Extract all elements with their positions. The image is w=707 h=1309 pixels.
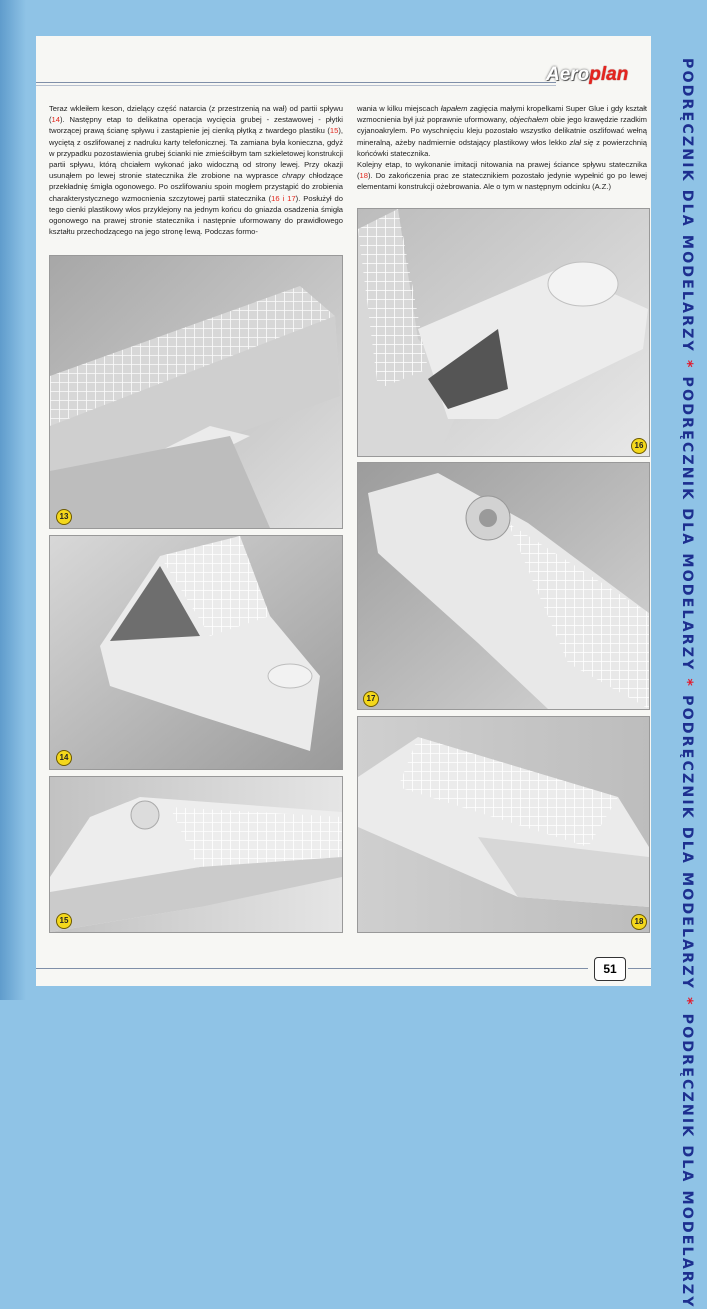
page-number: 51 — [594, 957, 626, 981]
photo-14 — [49, 535, 343, 770]
sidebar-separator: * — [679, 990, 695, 1014]
body-text: wania w kilku miejscach — [357, 104, 441, 113]
binding-spine — [0, 0, 26, 1000]
header-rule — [36, 82, 556, 83]
photo-reference: 14 — [51, 115, 60, 125]
header-rule-secondary — [36, 85, 556, 86]
sidebar-separator: * — [679, 352, 695, 377]
sidebar-title — [679, 58, 695, 1309]
aeroplan-logo: Aeroplan — [546, 64, 629, 85]
emphasis-text: chrapy — [282, 171, 305, 181]
photo-number-badge: 13 — [56, 509, 72, 525]
body-text: obie jego krawędzie rzadkim cyjanoakrylem. Po wyschnięciu kleju pozostało wszystko delikatnie oszlifować wełną mineralną, ażeby nadmiernie odstający plastikowy włos lekko — [357, 115, 648, 147]
photo-13 — [49, 255, 343, 529]
photo-number-badge: 14 — [56, 750, 72, 766]
photo-number-badge: 16 — [631, 438, 647, 454]
photo-17 — [357, 462, 650, 710]
photo-number-badge: 17 — [363, 691, 379, 707]
article-column-right — [357, 103, 647, 193]
body-text: ). Posłużył do tego cienki plastikowy włos przyklejony na jednym końcu do gniazda osadzenia śmigła ogonowego na prawej stronie statecznika i następnie uformowany do prawidłowego kształtu przechodzącego na jego stronę lewą. Podczas formo- — [49, 193, 343, 237]
sidebar-title-segment: PODRĘCZNIK DLA MODELARZY — [679, 695, 695, 991]
footer-rule — [36, 968, 588, 969]
body-text: ). Następny etap to delikatna operacja wycięcia grubej - zestawowej - płytki tworzącej prawą ścianę spływu i zastąpienie jej cienką płytką z twardego plastiku ( — [49, 115, 343, 136]
photo-number-badge: 15 — [56, 913, 72, 929]
sidebar-title-segment: PODRĘCZNIK DLA MODELARZY — [679, 376, 695, 672]
photo-number-badge: 18 — [631, 914, 647, 930]
sidebar-title-segment: PODRĘCZNIK DLA MODELARZY — [679, 1013, 695, 1309]
article-column-left — [49, 103, 343, 237]
photo-reference: 16 i 17 — [271, 193, 296, 203]
body-text: chłodzące przekładnię śmigła ogonowego. Po oszlifowaniu spoin mogłem przystąpić do zrobienia charakterystycznego wzmocnienia szczytowej partii statecznika ( — [49, 171, 343, 203]
photo-reference: 18 — [359, 171, 368, 181]
body-text: z powierzchnią końcówki statecznika. — [357, 137, 647, 158]
photo-18 — [357, 716, 650, 933]
photo-15 — [49, 776, 343, 933]
photo-reference: 15 — [329, 126, 339, 136]
emphasis-text: objechałem — [509, 115, 549, 125]
body-text: zagięcia małymi kropelkami Super Glue i gdy kształt wzmocnienia był już poprawnie uformowany, — [357, 104, 647, 125]
footer-rule-right — [628, 968, 651, 969]
emphasis-text: łapałem — [440, 104, 468, 113]
body-text: ). Do zakończenia prac ze statecznikiem pozostało jedynie wypełnić go po lewej elementami konstrukcji ożebrowania. Ale o tym w następnym odcinku (A.Z.) — [357, 171, 647, 192]
photo-16 — [357, 208, 650, 457]
body-text: Kolejny etap, to wykonanie imitacji nitowania na prawej ściance spływu statecznika ( — [357, 160, 647, 181]
body-text: ), wyciętą z oszlifowanej z nadruku karty telefonicznej. Ta zamiana była konieczna, gdyż w przypadku pozostawienia grubej ścianki nie zmieściłbym tam szkieletowej konstrukcji partii spływu, którą chciałem wykonać jako widoczną od strony lewej. Przy okazji usunąłem po lewej stronie statecznika źle zrobione na wyprasce — [49, 126, 343, 181]
sidebar-title-segment: PODRĘCZNIK DLA MODELARZY — [679, 58, 695, 353]
sidebar-separator: * — [679, 671, 695, 696]
body-text: Teraz wkleiłem keson, dzielący część natarcia (z przestrzenią na wał) od partii spływu ( — [49, 104, 343, 125]
emphasis-text: zlał się — [569, 137, 594, 147]
